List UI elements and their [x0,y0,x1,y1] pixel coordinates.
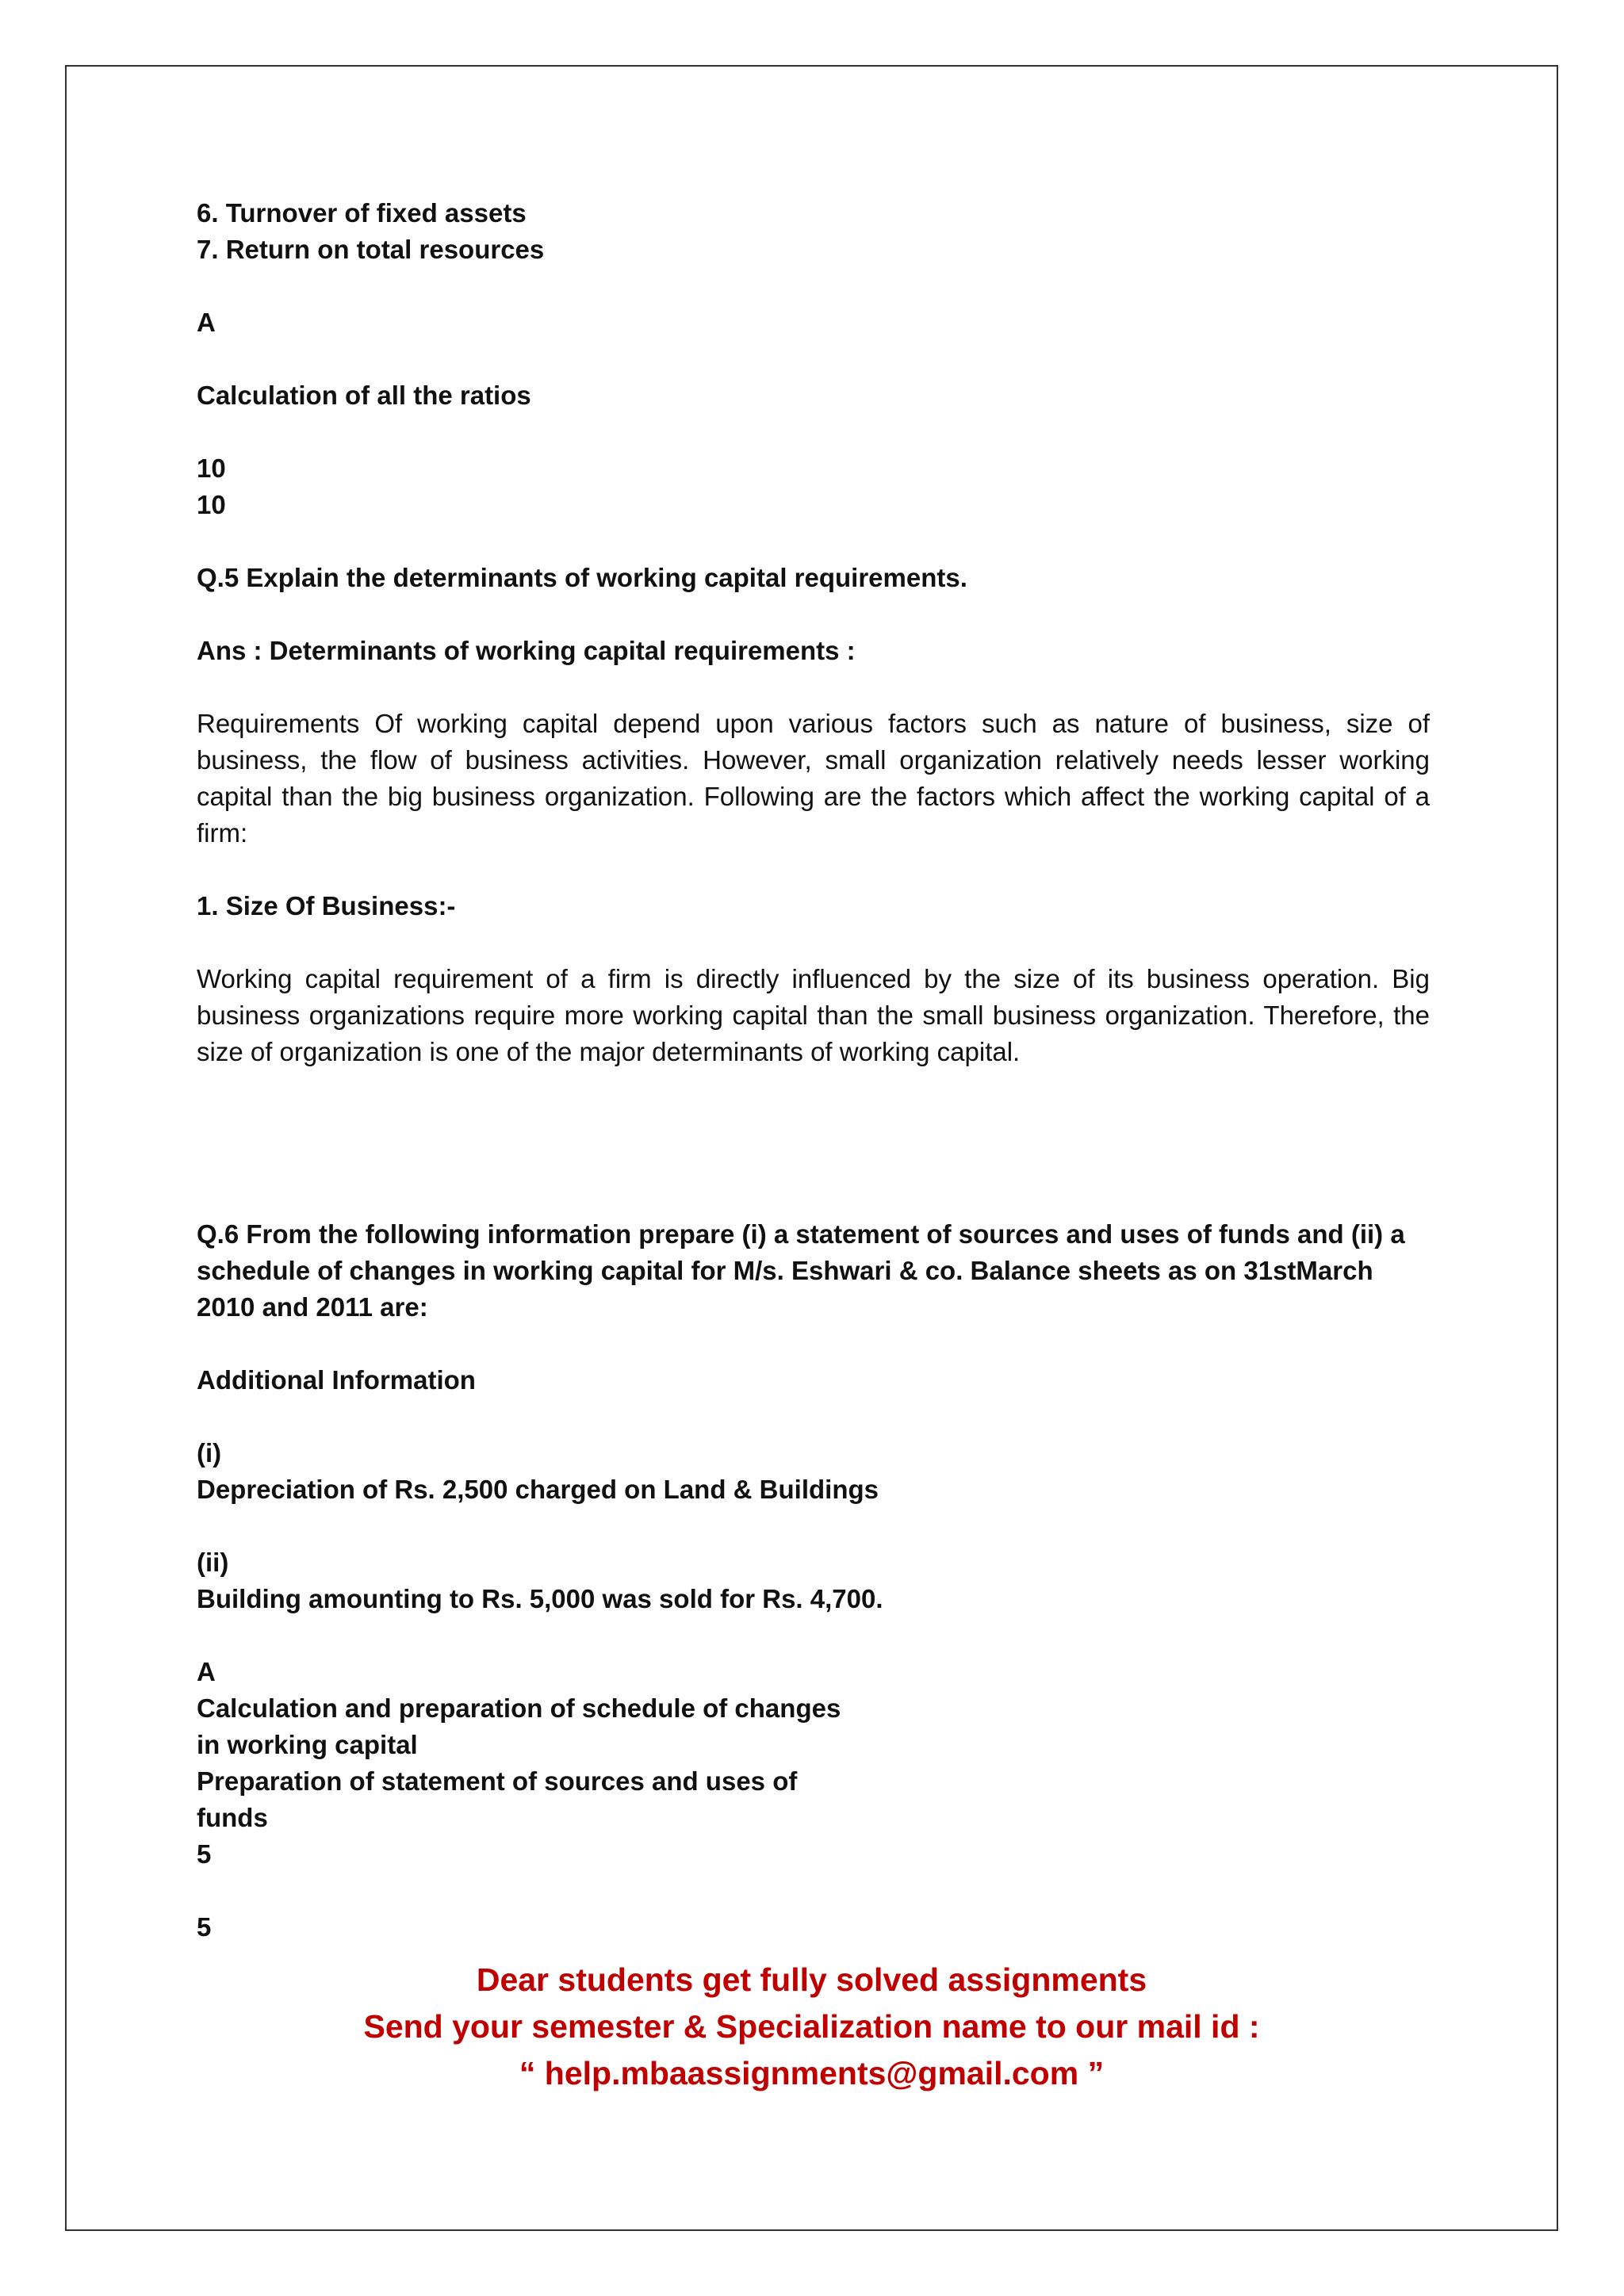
q5-intro-paragraph: Requirements Of working capital depend upon various factors such as nature of business, size of business, the flow of business activities. However, small organization relatively needs lesser working capital than the big business organization. Following are the factors which affect the working capital of a firm: [197,709,1430,848]
q6-criteria-2-line2: funds [197,1803,268,1832]
q5-point1-paragraph: Working capital requirement of a firm is directly influenced by the size of its business operation. Big business organizations require more working capital than the small business organization. Therefore, the size of organization is one of the major determinants of working capital. [197,964,1430,1066]
q6-marks-1: 5 [197,1839,212,1869]
q6-item-ii-text: Building amounting to Rs. 5,000 was sold for Rs. 4,700. [197,1584,883,1613]
q6-criteria-1-line2: in working capital [197,1730,418,1759]
promo-email: “ help.mbaassignments@gmail.com ” [519,2055,1105,2091]
q6-item-i-label: (i) [197,1438,222,1468]
q5-question: Q.5 Explain the determinants of working capital requirements. [197,563,967,592]
q5-point1-heading: 1. Size Of Business:- [197,891,456,920]
q6-marks-2: 5 [197,1912,212,1942]
q6-additional-heading: Additional Information [197,1365,476,1395]
promo-line-2: Send your semester & Specialization name to our mail id : [363,2008,1260,2045]
q4-criteria: Calculation of all the ratios [197,381,531,410]
q4-marks-1: 10 [197,453,226,483]
q6-item-i-text: Depreciation of Rs. 2,500 charged on Land & Buildings [197,1475,879,1504]
q6-question-line1: Q.6 From the following information prepare (i) a statement of sources and uses of funds and (ii) a [197,1219,1405,1249]
document-body [197,195,1430,1946]
q6-criteria-1-line1: Calculation and preparation of schedule of changes [197,1693,841,1723]
promo-block [65,1957,1558,2097]
q6-question-line2: schedule of changes in working capital for M/s. Eshwari & co. Balance sheets as on 31stMarch [197,1256,1373,1285]
q6-criteria-2-line1: Preparation of statement of sources and uses of [197,1766,798,1796]
q5-answer-heading: Ans : Determinants of working capital requirements : [197,636,856,665]
promo-line-1: Dear students get fully solved assignments [476,1961,1147,1998]
q6-item-ii-label: (ii) [197,1548,229,1577]
list-item-7: 7. Return on total resources [197,235,545,264]
q6-question-line3: 2010 and 2011 are: [197,1292,428,1322]
q4-marks-2: 10 [197,490,226,519]
q4-column-a: A [197,308,216,337]
q6-column-a: A [197,1657,216,1686]
list-item-6: 6. Turnover of fixed assets [197,198,527,228]
